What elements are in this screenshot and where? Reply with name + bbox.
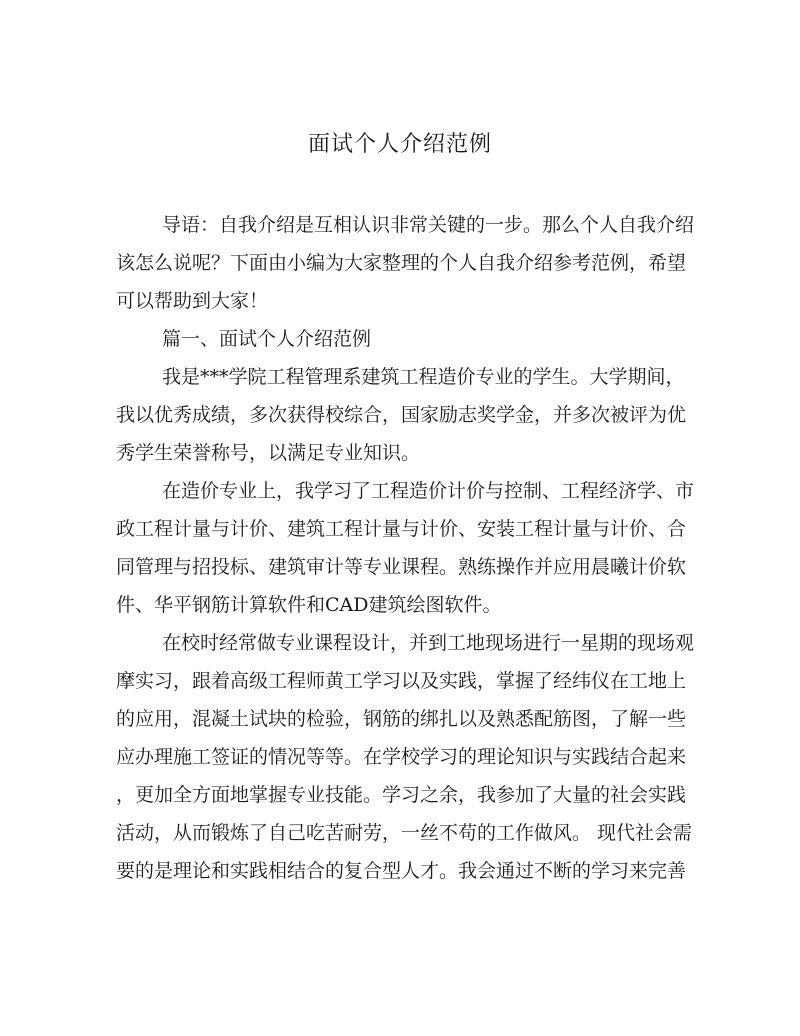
paragraph-line: 政工程计量与计价、建筑工程计量与计价、安装工程计量与计价、合 xyxy=(116,518,687,540)
paragraph-line: 可以帮助到大家！ xyxy=(116,290,269,312)
paragraph-line: 的应用，混凝土试块的检验，钢筋的绑扎以及熟悉配筋图，了解一些 xyxy=(116,708,687,730)
paragraph-line: 导语：自我介绍是互相认识非常关键的一步。那么个人自我介绍 xyxy=(162,214,695,236)
section-heading: 篇一、面试个人介绍范例 xyxy=(162,328,372,350)
paragraph-line: 要的是理论和实践相结合的复合型人才。我会通过不断的学习来完善 xyxy=(116,860,687,882)
paragraph-line: 该怎么说呢？下面由小编为大家整理的个人自我介绍参考范例，希望 xyxy=(116,252,687,274)
paragraph-line: 件、华平钢筋计算软件和CAD建筑绘图软件。 xyxy=(116,594,502,616)
paragraph-line: 应办理施工签证的情况等等。在学校学习的理论知识与实践结合起来 xyxy=(116,746,687,768)
paragraph-line: 在校时经常做专业课程设计，并到工地现场进行一星期的现场观 xyxy=(162,632,695,654)
paragraph-line: 我是***学院工程管理系建筑工程造价专业的学生。大学期间， xyxy=(162,366,685,388)
paragraph-line: 秀学生荣誉称号，以满足专业知识。 xyxy=(116,442,421,464)
paragraph-line: 我以优秀成绩，多次获得校综合，国家励志奖学金，并多次被评为优 xyxy=(116,404,687,426)
paragraph-line: ，更加全方面地掌握专业技能。学习之余，我参加了大量的社会实践 xyxy=(116,784,687,806)
paragraph-line: 在造价专业上，我学习了工程造价计价与控制、工程经济学、市 xyxy=(162,480,695,502)
paragraph-line: 同管理与招投标、建筑审计等专业课程。熟练操作并应用晨曦计价软 xyxy=(116,556,687,578)
paragraph-line: 摩实习，跟着高级工程师黄工学习以及实践，掌握了经纬仪在工地上 xyxy=(116,670,687,692)
document-title: 面试个人介绍范例 xyxy=(307,132,492,157)
document-body xyxy=(116,206,695,890)
paragraph-line: 活动，从而锻炼了自己吃苦耐劳，一丝不苟的工作做风。 现代社会需 xyxy=(116,822,693,844)
